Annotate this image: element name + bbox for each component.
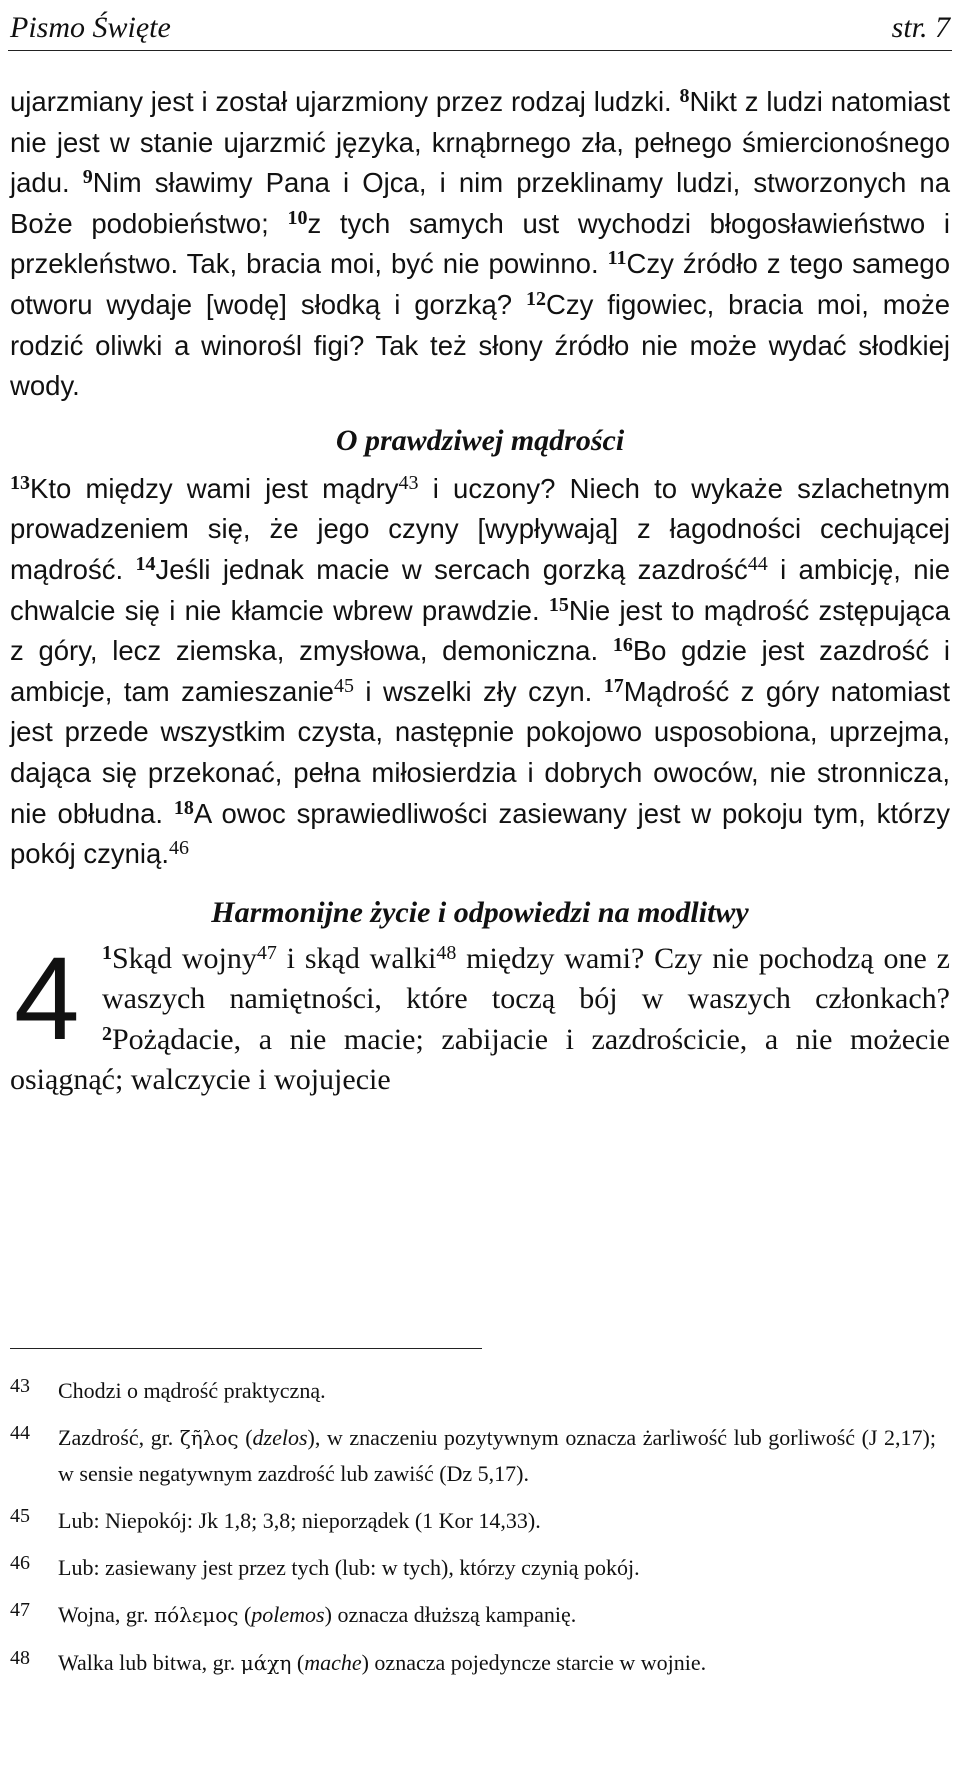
footnote-ref[interactable]: 43 — [398, 471, 419, 494]
footnote-text: Walka lub bitwa, gr. — [58, 1650, 241, 1675]
book-title: Pismo Święte — [10, 11, 171, 44]
footnote-44 — [10, 1420, 936, 1491]
verse-number: 10 — [287, 206, 308, 229]
footnote-ref[interactable]: 46 — [168, 837, 189, 860]
verse-text: i skąd walki — [276, 941, 437, 975]
section-heading: Harmonijne życie i odpowiedzi na modlitwy — [211, 895, 749, 929]
transliteration: mache — [304, 1650, 362, 1675]
footnote-text: Wojna, gr. — [58, 1602, 154, 1627]
footnote-ref[interactable]: 47 — [256, 941, 277, 964]
verse-text: między wami? Czy nie pochodzą one z waszych namiętności, które toczą bój w waszych członkach? — [102, 941, 950, 1016]
verse-text: z tych samych ust wychodzi błogosławieństwo i przekleństwo. Tak, bracia moi, być nie powinno. — [10, 207, 950, 280]
footnote-text: ) oznacza dłuższą kampanię. — [324, 1602, 577, 1627]
verse-text: Nie jest to mądrość zstępująca z góry, lecz ziemska, zmysłowa, demoniczna. — [10, 594, 950, 667]
verse-text: Skąd wojny — [112, 941, 257, 975]
footnote-48 — [10, 1645, 936, 1681]
verse-text: ujarzmiany jest i został ujarzmiony przez rodzaj ludzki. — [10, 86, 680, 117]
footnote-text: Chodzi o mądrość praktyczną. — [58, 1378, 326, 1403]
verse-text: i wszelki zły czyn. — [353, 675, 604, 707]
verse-text: Bo gdzie jest zazdrość i ambicje, tam zamieszanie — [10, 635, 950, 707]
greek-word: μάχη — [240, 1651, 292, 1675]
verse-text: Nim sławimy Pana i Ojca, i nim przeklinamy ludzi, stworzonych na Boże podobieństwo; — [10, 167, 950, 239]
footnote-47 — [10, 1597, 936, 1633]
footnote-text: ) oznacza pojedyncze starcie w wojnie. — [361, 1650, 707, 1675]
footnote-number: 45 — [10, 1505, 30, 1527]
footnote-43 — [10, 1373, 936, 1408]
chapter-4 — [10, 932, 950, 1101]
paragraph-verses-7-12 — [10, 82, 950, 407]
footnote-rule — [10, 1348, 482, 1349]
footnotes — [10, 1373, 936, 1693]
verse-text: i ambicję, nie chwalcie się i nie kłamcie wbrew prawdzie. — [10, 553, 950, 626]
verse-number: 18 — [173, 796, 194, 819]
verse-text: Mądrość z góry natomiast jest przede wszystkim czysta, następnie pokojowo usposobiona, uprzejma, dająca się przekonać, pełna miłosierdzia i dobrych owoców, nie stronnicza, nie obłudna. — [10, 675, 951, 829]
header-rule — [8, 50, 952, 51]
verse-text: Nikt z ludzi natomiast nie jest w stanie ujarzmić języka, krnąbrnego zła, pełnego śmiercionośnego jadu. — [10, 86, 950, 199]
verse-text: Czy figowiec, bracia moi, może rodzić oliwki a winorośl figi? Tak też słony źródło nie może wydać słodkiej wody. — [10, 288, 950, 402]
footnote-number: 47 — [10, 1599, 30, 1621]
paragraph-verses-13-18 — [10, 469, 950, 875]
verse-number: 15 — [548, 593, 569, 616]
main-text — [10, 82, 950, 1101]
footnote-text: ), w znaczeniu pozytywnym oznacza żarliwość lub gorliwość (J 2,17); w sensie negatywnym zazdrość lub zawiść (Dz 5,17). — [58, 1425, 936, 1486]
verse-number: 11 — [607, 247, 627, 270]
footnote-number: 46 — [10, 1552, 30, 1574]
verse-number: 1 — [102, 941, 112, 964]
verse-number: 17 — [603, 674, 624, 697]
greek-word: πόλεμος — [154, 1603, 239, 1627]
chapter-number: 4 — [14, 932, 80, 1065]
transliteration: dzelos — [252, 1425, 308, 1450]
footnote-text: ( — [291, 1650, 305, 1675]
footnote-text: ( — [238, 1602, 252, 1627]
verse-text: i uczony? Niech to wykaże szlachetnym prowadzeniem się, że jego czyny [wypływają] z łagodności cechującej mądrość. — [10, 472, 950, 585]
footnote-46 — [10, 1550, 936, 1585]
footnote-ref[interactable]: 44 — [747, 552, 768, 575]
footnote-number: 43 — [10, 1375, 30, 1397]
running-header — [10, 6, 950, 50]
footnote-ref[interactable]: 48 — [436, 941, 457, 964]
transliteration: polemos — [251, 1602, 325, 1627]
verse-number: 16 — [612, 634, 633, 657]
page-number: str. 7 — [891, 11, 950, 44]
footnote-text: ( — [238, 1425, 253, 1450]
verse-number: 12 — [525, 287, 546, 310]
verse-number: 8 — [679, 85, 690, 107]
footnote-text: Lub: Niepokój: Jk 1,8; 3,8; nieporządek (1 Kor 14,33). — [58, 1508, 541, 1533]
verse-number: 2 — [102, 1022, 112, 1045]
footnote-text: Lub: zasiewany jest przez tych (lub: w tych), którzy czynią pokój. — [58, 1555, 640, 1580]
footnote-45 — [10, 1503, 936, 1538]
footnote-text: Zazdrość, gr. — [58, 1425, 180, 1450]
verse-text: Pożądacie, a nie macie; zabijacie i zazdrościcie, a nie możecie osiągnąć; walczycie i wojujecie — [10, 1022, 950, 1097]
footnote-ref[interactable]: 45 — [333, 674, 354, 697]
verse-text: A owoc sprawiedliwości zasiewany jest w pokoju tym, którzy pokój czynią. — [10, 797, 950, 870]
footnote-number: 44 — [10, 1422, 30, 1444]
footnote-number: 48 — [10, 1647, 30, 1669]
verse-text: Czy źródło z tego samego otworu wydaje [wodę] słodką i gorzką? — [10, 248, 950, 320]
verse-text: Kto między wami jest mądry — [30, 472, 399, 504]
paragraph-verses-1-2 — [10, 932, 950, 1101]
verse-number: 9 — [82, 166, 93, 189]
greek-word: ζῆλος — [179, 1426, 239, 1450]
verse-text: Jeśli jednak macie w sercach gorzką zazdrość — [155, 553, 748, 585]
section-heading: O prawdziwej mądrości — [335, 423, 625, 457]
verse-number: 13 — [10, 471, 30, 494]
verse-number: 14 — [135, 552, 156, 575]
